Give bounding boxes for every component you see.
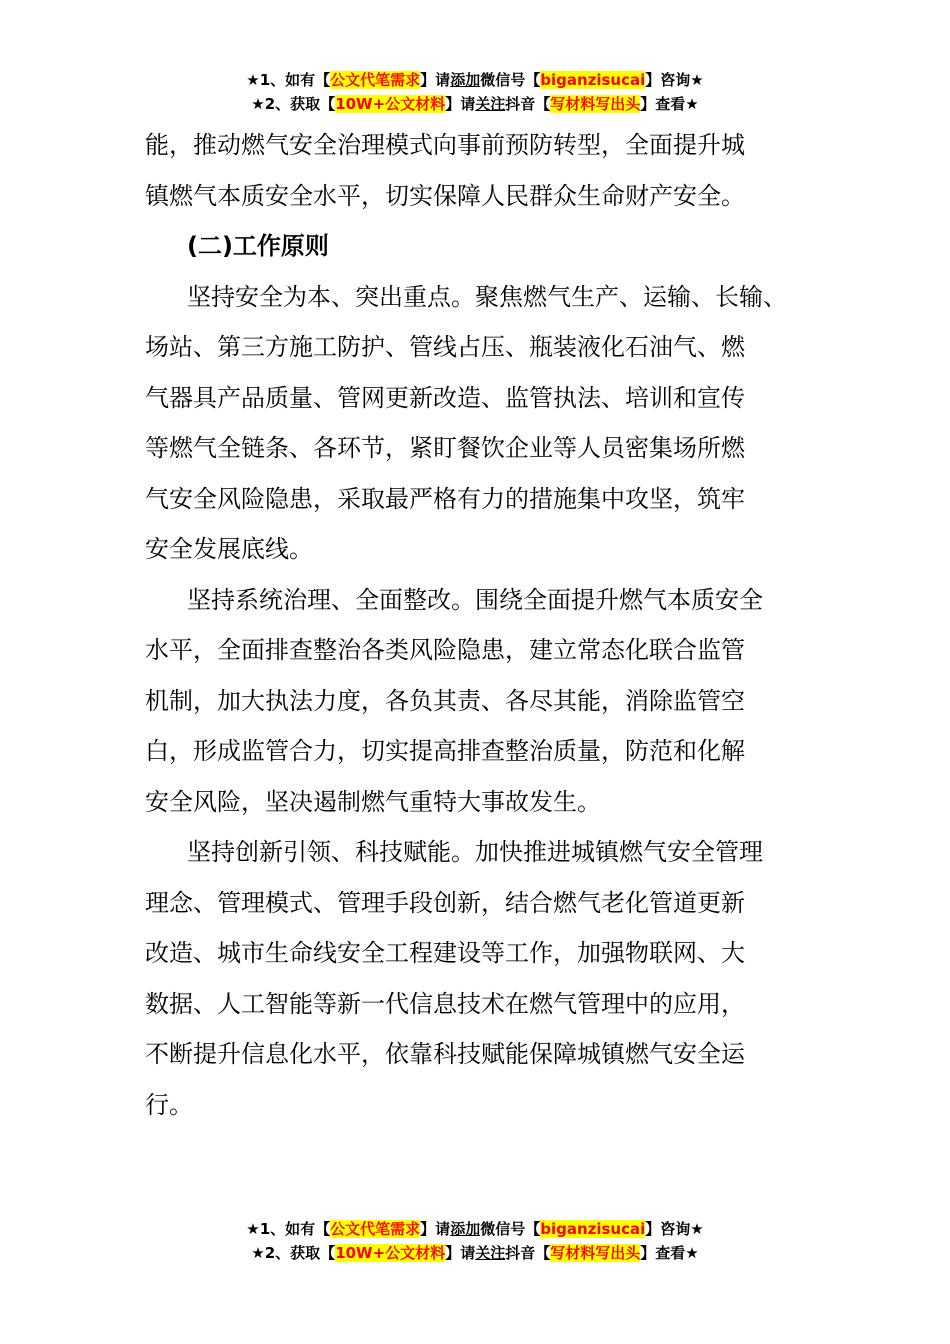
banner-emphasis: 关注 (475, 95, 506, 113)
banner-emphasis: 关注 (475, 1244, 506, 1262)
text-line: 理念、管理模式、管理手段创新，结合燃气老化管道更新 (145, 888, 745, 917)
paragraph-continuation (145, 120, 815, 221)
text-line: 不断提升信息化水平，依靠科技赋能保障城镇燃气安全运 (145, 1040, 745, 1068)
banner-text: 】请 (420, 1220, 451, 1238)
banner-text: 】咨询★ (645, 1220, 704, 1238)
banner-text: 】请 (420, 71, 451, 89)
banner-highlight: 写材料写出头 (550, 95, 641, 113)
banner-text: ★2、获取【 (251, 1244, 336, 1262)
text-line: 行。 (145, 1090, 193, 1119)
banner-highlight: 公文代笔需求 (330, 71, 421, 89)
text-line: 数据、人工智能等新一代信息技术在燃气管理中的应用， (145, 989, 745, 1018)
text-line: 改造、城市生命线安全工程建设等工作，加强物联网、大 (145, 939, 745, 967)
banner-highlight: 公文代笔需求 (330, 1220, 421, 1238)
text-line: 水平，全面排查整治各类风险隐患，建立常态化联合监管 (145, 636, 745, 664)
footer-banner (0, 1217, 950, 1265)
banner-line-2 (0, 92, 950, 116)
banner-emphasis: 添加 (450, 1220, 481, 1238)
banner-text: 】查看★ (640, 95, 699, 113)
banner-highlight: biganzisucai (540, 1220, 646, 1238)
banner-text: ★2、获取【 (251, 95, 336, 113)
banner-emphasis: 添加 (450, 71, 481, 89)
paragraph-principle-2 (145, 575, 815, 828)
banner-text: 抖音【 (505, 95, 551, 113)
banner-text: 微信号【 (480, 1220, 541, 1238)
text-line: 坚持安全为本、突出重点。聚焦燃气生产、运输、长输、 (187, 282, 787, 311)
banner-highlight: biganzisucai (540, 71, 646, 89)
text-line: 坚持系统治理、全面整改。围绕全面提升燃气本质安全 (187, 585, 763, 614)
paragraph-principle-3 (145, 827, 815, 1130)
section-heading (145, 221, 815, 272)
banner-text: ★1、如有【 (246, 1220, 331, 1238)
text-line: 机制，加大执法力度，各负其责、各尽其能，消除监管空 (145, 686, 745, 715)
banner-highlight: 写材料写出头 (550, 1244, 641, 1262)
text-line: 镇燃气本质安全水平，切实保障人民群众生命财产安全。 (145, 181, 745, 210)
banner-line-1 (0, 68, 950, 92)
text-line: 白，形成监管合力，切实提高排查整治质量，防范和化解 (145, 737, 745, 765)
header-banner (0, 68, 950, 116)
banner-line-1 (0, 1217, 950, 1241)
banner-text: 】咨询★ (645, 71, 704, 89)
text-line: 气器具产品质量、管网更新改造、监管执法、培训和宣传 (145, 383, 745, 412)
banner-highlight: 10W+公文材料 (335, 95, 446, 113)
text-line: 坚持创新引领、科技赋能。加快推进城镇燃气安全管理 (187, 838, 763, 866)
banner-text: 】查看★ (640, 1244, 699, 1262)
banner-highlight: 10W+公文材料 (335, 1244, 446, 1262)
banner-text: 微信号【 (480, 71, 541, 89)
banner-text: 】请 (445, 95, 476, 113)
text-line: 安全风险，坚决遏制燃气重特大事故发生。 (145, 787, 601, 816)
document-body (145, 120, 815, 1130)
text-line: 场站、第三方施工防护、管线占压、瓶装液化石油气、燃 (145, 333, 745, 361)
heading-text: (二)工作原则 (187, 232, 329, 260)
banner-text: ★1、如有【 (246, 71, 331, 89)
banner-text: 抖音【 (505, 1244, 551, 1262)
text-line: 等燃气全链条、各环节，紧盯餐饮企业等人员密集场所燃 (145, 434, 745, 462)
text-line: 安全发展底线。 (145, 535, 313, 563)
banner-line-2 (0, 1241, 950, 1265)
text-line: 能，推动燃气安全治理模式向事前预防转型，全面提升城 (145, 131, 745, 159)
banner-text: 】请 (445, 1244, 476, 1262)
text-line: 气安全风险隐患，采取最严格有力的措施集中攻坚，筑牢 (145, 484, 745, 513)
paragraph-principle-1 (145, 272, 815, 575)
